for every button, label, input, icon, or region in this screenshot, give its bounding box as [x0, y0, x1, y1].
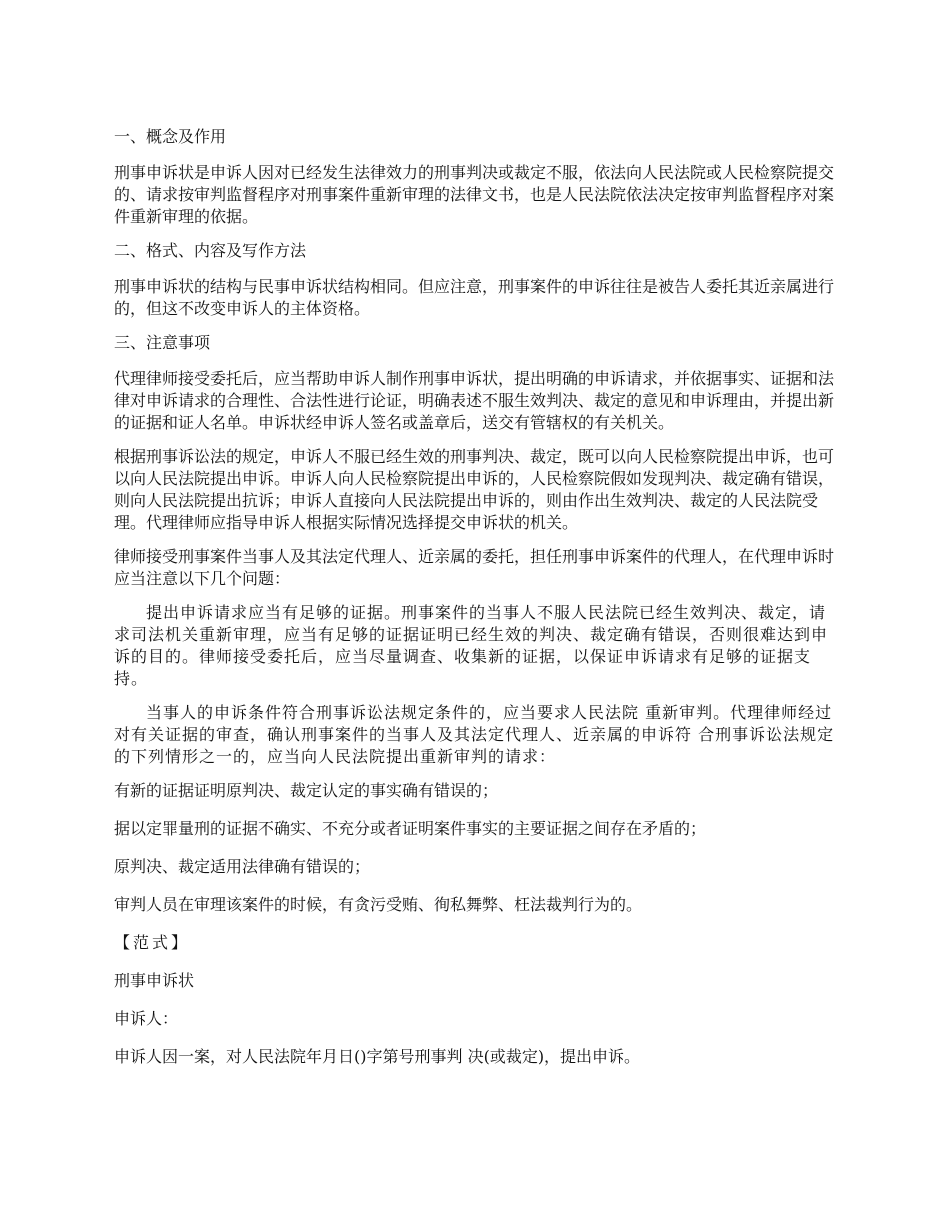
list-item: 审判人员在审理该案件的时候，有贪污受贿、徇私舞弊、枉法裁判行为的。 [114, 895, 643, 914]
section-3-paragraph-4: 提出申诉请求应当有足够的证据。刑事案件的当事人不服人民法院已经生效判决、裁定，请求司法机关重新审理，应当有足够的证据证明已经生效的判决、裁定确有错误，否则很难达到申诉的目的。律师接受委托后，应当尽量调查、收集新的证据，以保证申诉请求有足够的证据支持。 [114, 603, 829, 688]
section-3-paragraph-5: 当事人的申诉条件符合刑事诉讼法规定条件的，应当要求人民法院 重新审判。代理律师经过对有关证据的审查，确认刑事案件的当事人及其法定代理人、近亲属的申诉符 合刑事诉讼法规定的下列情形之一的，应当向人民法院提出重新审判的请求： [114, 703, 835, 766]
section-3-paragraph-3: 律师接受刑事案件当事人及其法定代理人、近亲属的委托，担任刑事申诉案件的代理人，在代理申诉时应当注意以下几个问题： [114, 547, 835, 588]
section-1-title: 一、概念及作用 [114, 127, 227, 146]
document-body [114, 126, 840, 1084]
section-3-paragraph-2: 根据刑事诉讼法的规定，申诉人不服已经生效的刑事判决、裁定，既可以向人民检察院提出申诉，也可以向人民法院提出申诉。申诉人向人民检察院提出申诉的，人民检察院假如发现判决、裁定确有错误，则向人民法院提出抗诉；申诉人直接向人民法院提出申诉的，则由作出生效判决、裁定的人民法院受理。代理律师应指导申诉人根据实际情况选择提交申诉状的机关。 [114, 447, 835, 532]
list-item: 据以定罪量刑的证据不确实、不充分或者证明案件事实的主要证据之间存在矛盾的； [114, 819, 707, 838]
list-item: 原判决、裁定适用法律确有错误的； [114, 857, 371, 876]
model-title: 刑事申诉状 [114, 971, 195, 990]
section-1-paragraph: 刑事申诉状是申诉人因对已经发生法律效力的刑事判决或裁定不服，依法向人民法院或人民检察院提交的、请求按审判监督程序对刑事案件重新审理的法律文书，也是人民法院依法决定按审判监督程序对案件重新审理的依据。 [114, 163, 835, 226]
section-3-title: 三、注意事项 [114, 333, 211, 352]
section-3-paragraph-1: 代理律师接受委托后，应当帮助申诉人制作刑事申诉状，提出明确的申诉请求，并依据事实、证据和法律对申诉请求的合理性、合法性进行论证，明确表述不服生效判决、裁定的意见和申诉理由，并提出新的证据和证人名单。申诉状经申诉人签名或盖章后，送交有管辖权的有关机关。 [114, 369, 835, 432]
section-2-title: 二、格式、内容及写作方法 [114, 241, 307, 260]
applicant-line: 申诉人： [114, 1009, 179, 1028]
section-2-paragraph: 刑事申诉状的结构与民事申诉状结构相同。但应注意，刑事案件的申诉往往是被告人委托其近亲属进行的，但这不改变申诉人的主体资格。 [114, 277, 835, 318]
model-label: 【范式】 [114, 933, 191, 952]
closing-line: 申诉人因一案，对人民法院年月日()字第号刑事判 决(或裁定)，提出申诉。 [114, 1047, 641, 1066]
list-item: 有新的证据证明原判决、裁定认定的事实确有错误的； [114, 781, 499, 800]
